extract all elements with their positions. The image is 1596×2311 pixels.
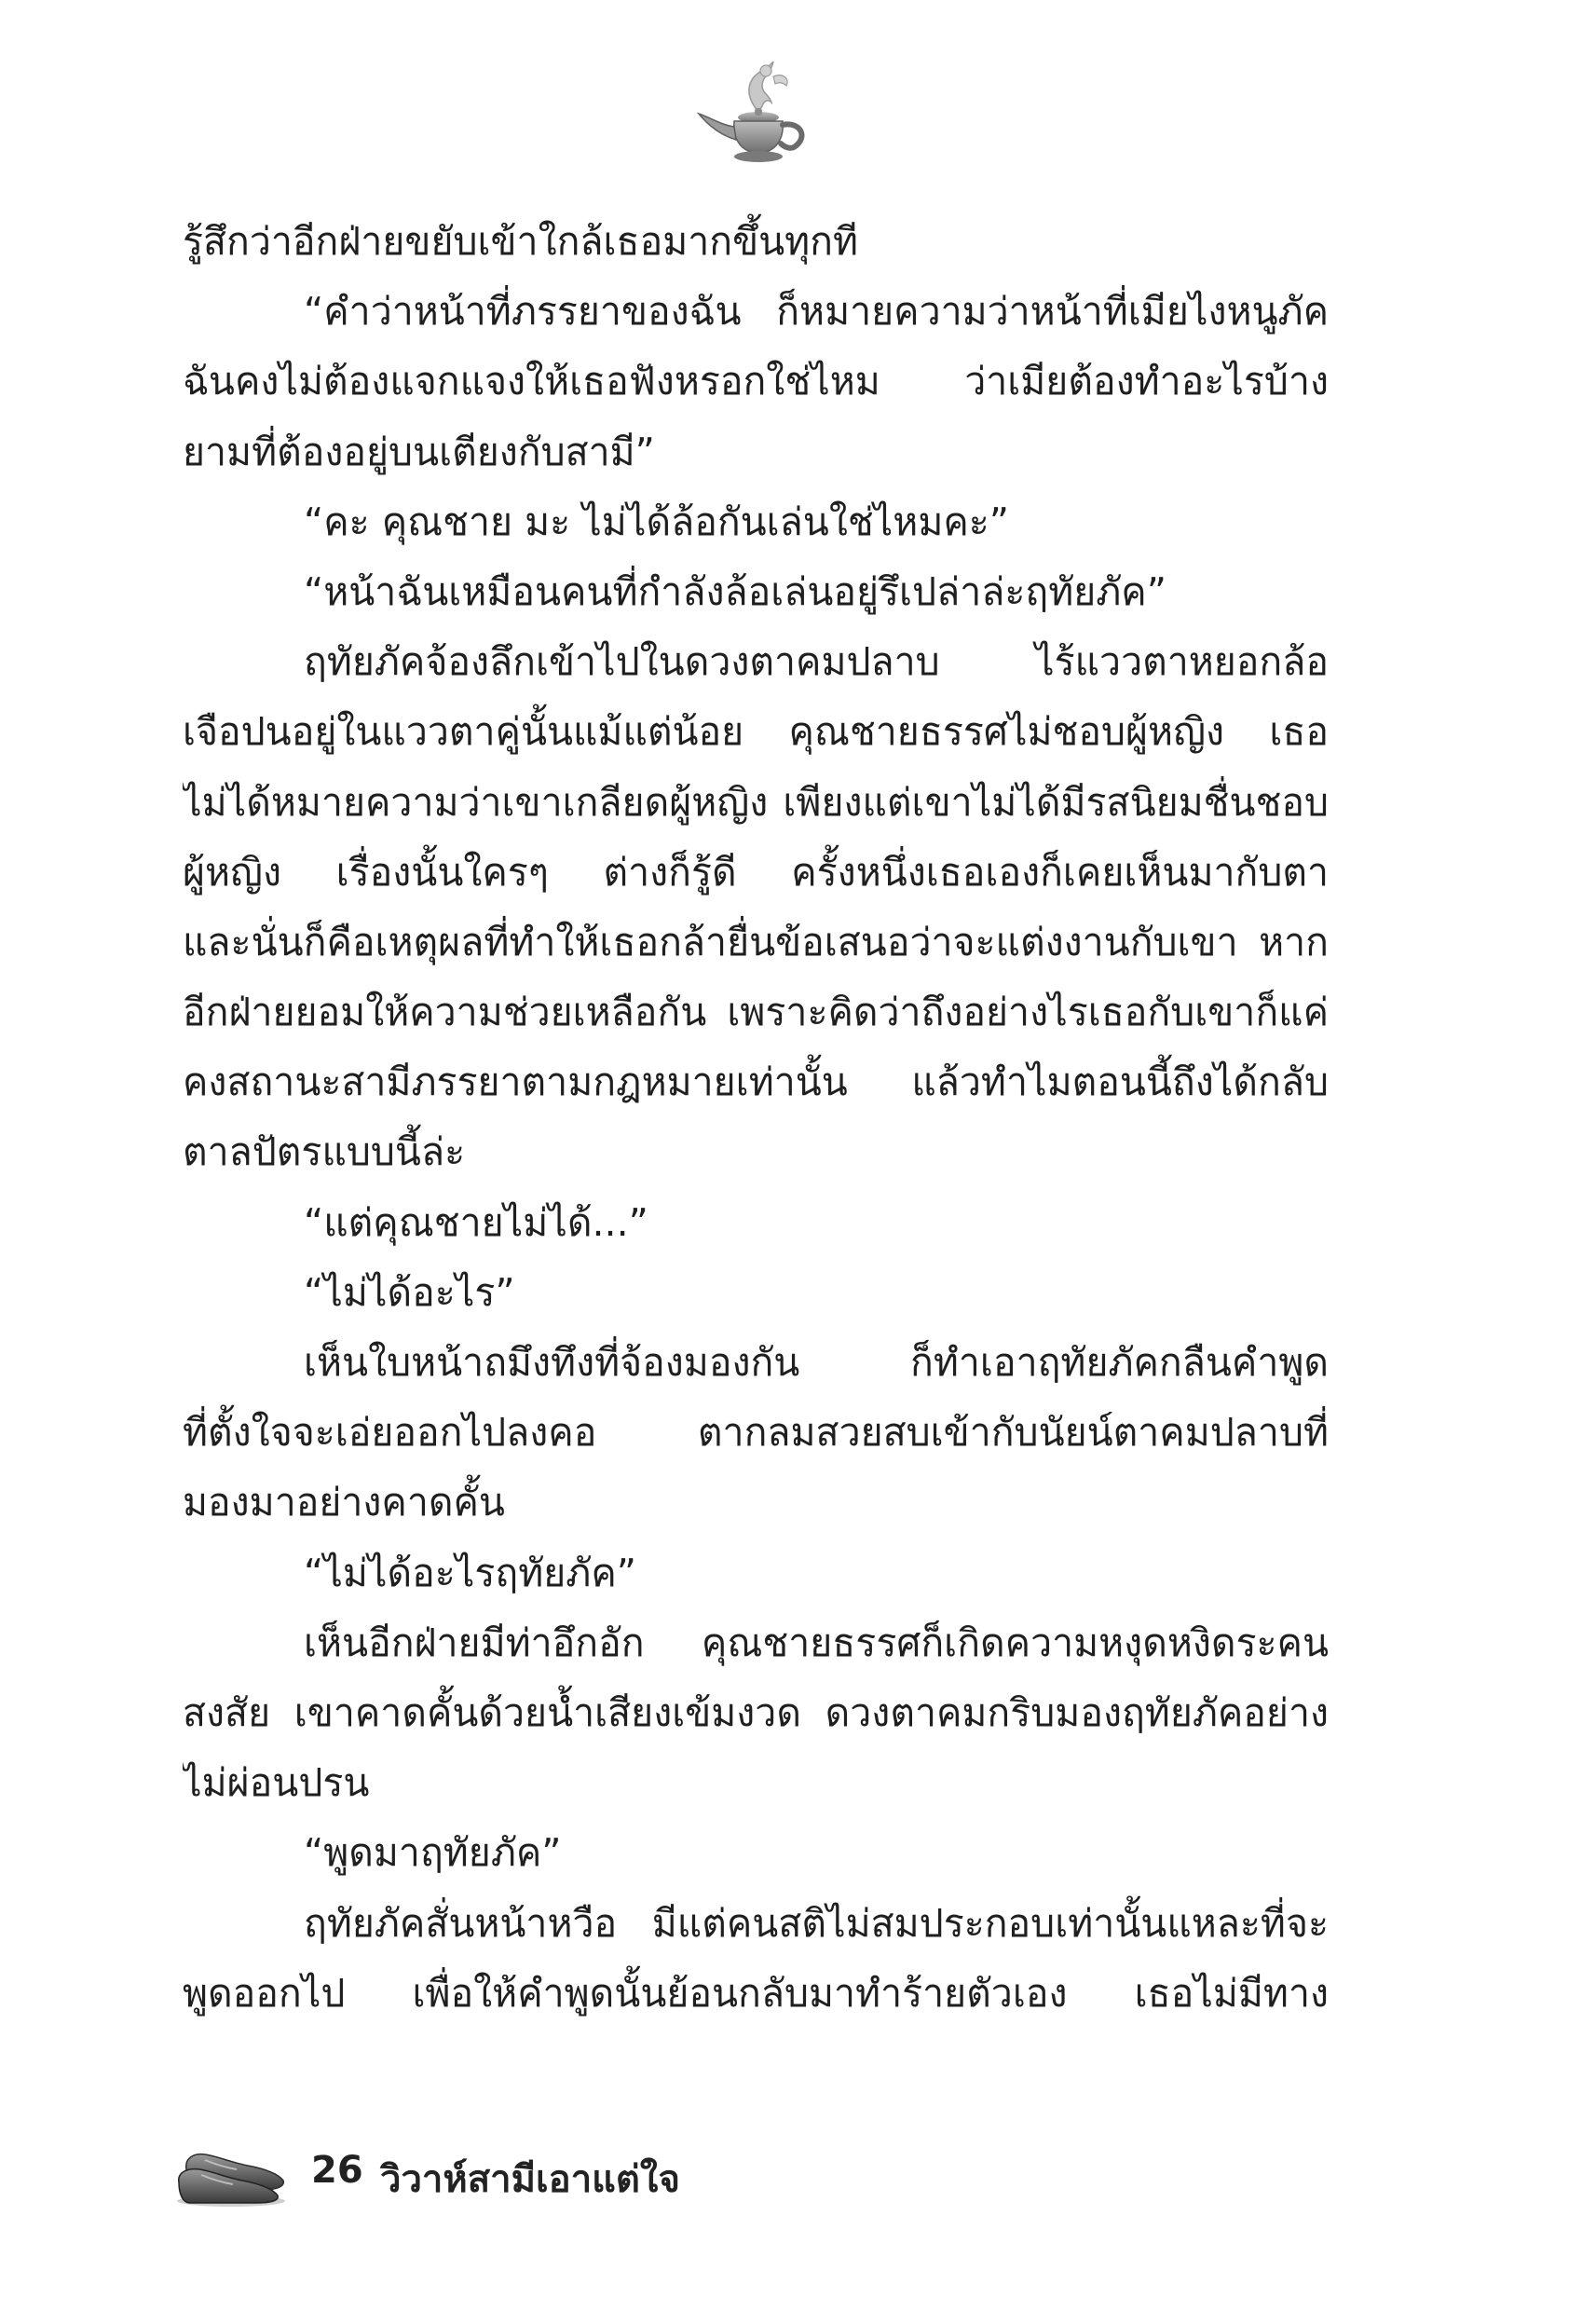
text-line: ฉันคงไม่ต้องแจกแจงให้เธอฟังหรอกใช่ไหม ว่าเมียต้องทำอะไรบ้าง	[183, 359, 1329, 404]
page-footer	[173, 2136, 919, 2210]
text-line: “พูดมาฤทัยภัค”	[304, 1830, 562, 1876]
text-line: มองมาอย่างคาดคั้น	[183, 1480, 505, 1525]
book-title: วิวาห์สามีเอาแต่ใจ	[380, 2158, 680, 2201]
text-line: เจือปนอยู่ในแววตาคู่นั้นแม้แต่น้อย คุณชายธรรศไม่ชอบผู้หญิง เธอ	[183, 709, 1329, 755]
text-line: ฤทัยภัคจ้องลึกเข้าไปในดวงตาคมปลาบ ไร้แววตาหยอกล้อ	[304, 639, 1329, 685]
text-line: อีกฝ่ายยอมให้ความช่วยเหลือกัน เพราะคิดว่าถึงอย่างไรเธอกับเขาก็แค่	[183, 990, 1329, 1035]
text-line: ที่ตั้งใจจะเอ่ยออกไปลงคอ ตากลมสวยสบเข้ากับนัยน์ตาคมปลาบที่	[183, 1410, 1329, 1456]
text-line: ผู้หญิง เรื่องนั้นใครๆ ต่างก็รู้ดี ครั้งหนึ่งเธอเองก็เคยเห็นมากับตา	[183, 849, 1329, 895]
text-line: ไม่ได้หมายความว่าเขาเกลียดผู้หญิง เพียงแต่เขาไม่ได้มีรสนิยมชื่นชอบ	[183, 779, 1329, 825]
text-line: “คะ คุณชาย มะ ไม่ได้ล้อกันเล่นใช่ไหมคะ”	[304, 499, 1010, 544]
text-line: ยามที่ต้องอยู่บนเตียงกับสามี”	[183, 429, 655, 474]
text-line: “หน้าฉันเหมือนคนที่กำลังล้อเล่นอยู่รึเปล่าล่ะฤทัยภัค”	[304, 568, 1166, 614]
text-line: พูดออกไป เพื่อให้คำพูดนั้นย้อนกลับมาทำร้ายตัวเอง เธอไม่มีทาง	[183, 1970, 1329, 2016]
text-line: ฤทัยภัคสั่นหน้าหวือ มีแต่คนสติไม่สมประกอบเท่านั้นแหละที่จะ	[304, 1900, 1329, 1946]
teapot-genie-icon	[693, 58, 824, 168]
text-line: ตาลปัตรแบบนี้ล่ะ	[183, 1129, 466, 1175]
text-line: “ไม่ได้อะไรฤทัยภัค”	[304, 1550, 636, 1595]
text-line: สงสัย เขาคาดคั้นด้วยน้ำเสียงเข้มงวด ดวงตาคมกริบมองฤทัยภัคอย่าง	[183, 1689, 1329, 1735]
page-number: 26	[311, 2149, 363, 2192]
shoes-icon	[173, 2138, 294, 2208]
text-line: “ไม่ได้อะไร”	[304, 1269, 515, 1315]
chapter-text	[183, 207, 1329, 2029]
text-line: เห็นอีกฝ่ายมีท่าอึกอัก คุณชายธรรศก็เกิดความหงุดหงิดระคน	[304, 1620, 1329, 1665]
text-line: “คำว่าหน้าที่ภรรยาของฉัน ก็หมายความว่าหน้าที่เมียไงหนูภัค	[304, 289, 1329, 335]
text-line: รู้สึกว่าอีกฝ่ายขยับเข้าใกล้เธอมากขึ้นทุกที	[183, 219, 859, 264]
text-line: เห็นใบหน้าถมึงทึงที่จ้องมองกัน ก็ทำเอาฤทัยภัคกลืนคำพูด	[304, 1340, 1329, 1385]
text-line: คงสถานะสามีภรรยาตามกฎหมายเท่านั้น แล้วทำไมตอนนี้ถึงได้กลับ	[183, 1060, 1329, 1105]
text-line: และนั่นก็คือเหตุผลที่ทำให้เธอกล้ายื่นข้อเสนอว่าจะแต่งงานกับเขา หาก	[183, 919, 1329, 964]
text-line: ไม่ผ่อนปรน	[183, 1760, 370, 1806]
text-line: “แต่คุณชายไม่ได้...”	[304, 1199, 648, 1245]
